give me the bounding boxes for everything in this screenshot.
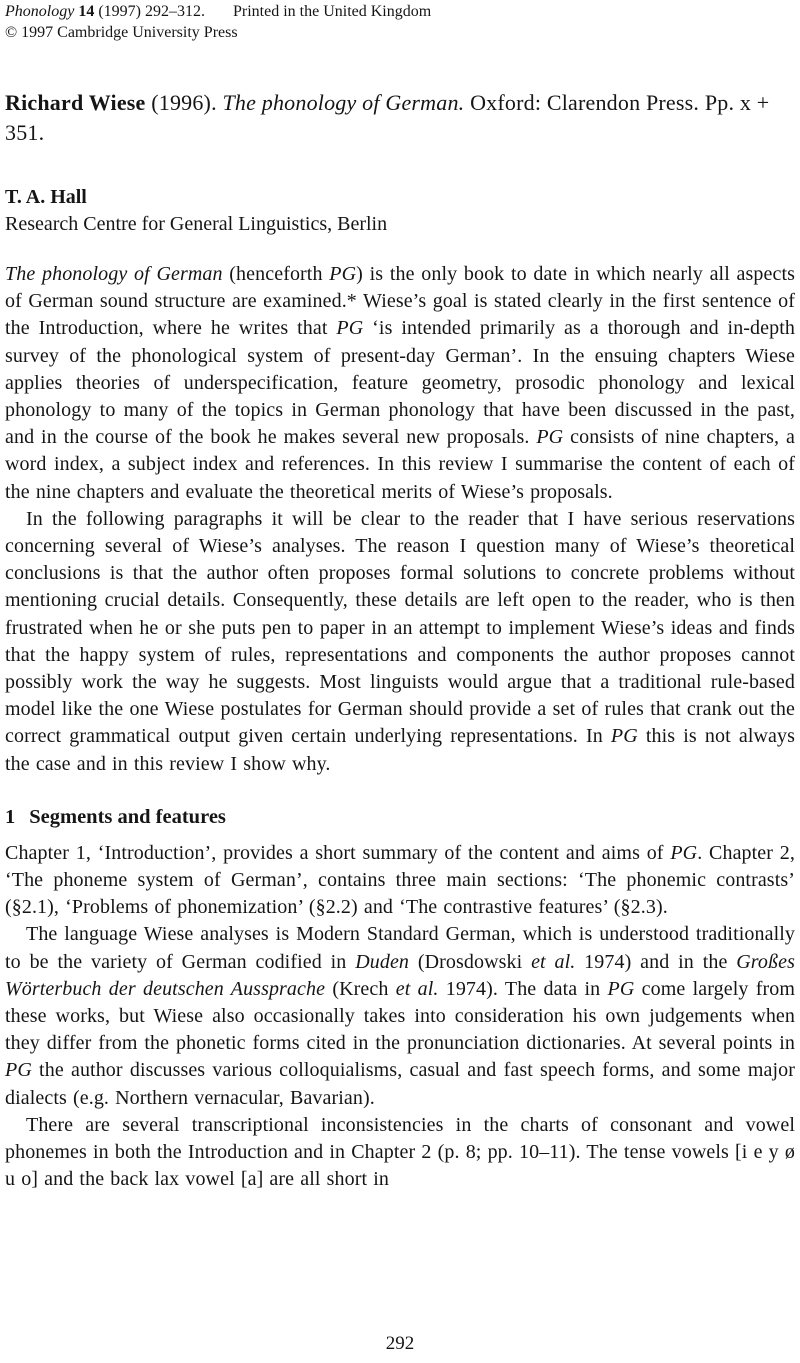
text-run: PG: [5, 1059, 32, 1082]
text-run: PG: [336, 317, 364, 340]
text-run: 14: [74, 3, 95, 20]
paragraph: [5, 921, 795, 1111]
text-run: (henceforth: [222, 263, 330, 285]
section-number: 1: [5, 805, 16, 828]
page-number: 292: [385, 1333, 415, 1354]
text-run: the author discusses various colloquialisms, casual and fast speech forms, and some major dialects (e.g. Northern vernacular, Bavarian).: [5, 1059, 795, 1109]
author-affiliation: Research Centre for General Linguistics, Berlin: [5, 213, 388, 235]
text-run: (1997) 292–312.: [94, 3, 205, 20]
author-block: [5, 184, 795, 238]
text-run: Duden: [355, 950, 410, 973]
journal-citation: [5, 3, 205, 20]
paragraph: [5, 840, 795, 922]
section-heading-label: Segments and features: [29, 805, 226, 828]
text-run: The phonology of German.: [222, 90, 465, 115]
copyright-line: © 1997 Cambridge University Press: [5, 24, 238, 41]
text-run: ) is the only book to date in which nearly all aspects of German sound structure are examined.* Wiese’s goal is stated clearly in the first sentence of the Introduction, where he writes that: [5, 263, 796, 340]
text-run: Richard Wiese: [5, 90, 146, 115]
text-run: consists of nine chapters, a word index, a subject index and references. In this review I summarise the content of each of the nine chapters and evaluate the theoretical merits of Wiese’s proposals.: [5, 426, 795, 503]
text-run: ‘is intended primarily as a thorough and in-depth survey of the phonological system of present-day German’. In the ensuing chapters Wiese applies theories of underspecification, feature geometry, prosodic phonology and lexical phonology to many of the topics in German phonology that have been discussed in the past, and in the course of the book he makes several new proposals.: [5, 317, 795, 449]
text-run: PG: [536, 426, 564, 449]
text-run: 1974). The data in: [438, 977, 608, 1000]
section-heading: [5, 804, 795, 830]
text-run: There are several transcriptional inconsistencies in the charts of consonant and vowel phonemes in both the Introduction and in Chapter 2 (p. 8; pp. 10–11). The tense vowels [i e y ø u o] and the back lax vowel [a] are all short in: [5, 1113, 795, 1191]
text-run: et al.: [531, 950, 576, 973]
paragraph: [5, 261, 795, 506]
text-run: PG: [607, 977, 635, 1000]
text-run: Chapter 1, ‘Introduction’, provides a short summary of the content and aims of: [5, 841, 671, 864]
text-run: Großes Wörterbuch der deutschen Aussprache: [5, 950, 795, 1000]
text-run: Phonology: [5, 3, 75, 20]
text-run: The phonology of German: [5, 263, 223, 285]
paragraph: [5, 506, 795, 778]
text-run: . Chapter 2, ‘The phoneme system of German’, contains three main sections: ‘The phonemic contrasts’ (§2.1), ‘Problems of phonemization’ (§2.2) and ‘The contrastive features’ (§2.3).: [5, 841, 795, 919]
section-paragraphs: [5, 840, 795, 1194]
author-name: T. A. Hall: [5, 186, 87, 208]
text-run: 1974) and in the: [575, 950, 737, 973]
text-run: PG: [670, 841, 698, 864]
text-run: In the following paragraphs it will be clear to the reader that I have serious reservations concerning several of Wiese’s analyses. The reason I question many of Wiese’s theoretical conclusions is that the author often proposes formal solutions to concrete problems without mentioning crucial details. Consequently, these details are left open to the reader, who is then frustrated when he or she puts pen to paper in an attempt to implement Wiese’s ideas and finds that the happy system of rules, representations and components the author proposes cannot possibly work the way he suggests. Most linguists would argue that a traditional rule-based model like the one Wiese postulates for German should provide a set of rules that crank out the correct grammatical output given certain underlying representations. In: [5, 507, 795, 748]
printed-in-note: Printed in the United Kingdom: [232, 3, 432, 20]
text-run: PG: [329, 263, 357, 285]
intro-paragraphs: [5, 261, 795, 778]
text-run: et al.: [395, 977, 439, 1000]
text-run: (Drosdowski: [409, 950, 532, 973]
text-run: (1996).: [145, 90, 223, 115]
text-run: this is not always the case and in this review I show why.: [5, 725, 795, 775]
text-run: Oxford: Clarendon Press. Pp. x + 351.: [5, 90, 770, 145]
text-run: The language Wiese analyses is Modern Standard German, which is understood traditionally to be the variety of German codified in: [5, 923, 795, 973]
text-run: come largely from these works, but Wiese also occasionally takes into consideration his own judgements when they differ from the phonetic forms cited in the pronunciation dictionaries. At several points in: [5, 977, 795, 1055]
paragraph: [5, 1112, 795, 1194]
journal-citation-line: [5, 2, 795, 21]
text-run: (Krech: [325, 977, 396, 1000]
review-title: [5, 88, 795, 148]
journal-header: [5, 2, 795, 42]
text-run: PG: [610, 725, 638, 748]
